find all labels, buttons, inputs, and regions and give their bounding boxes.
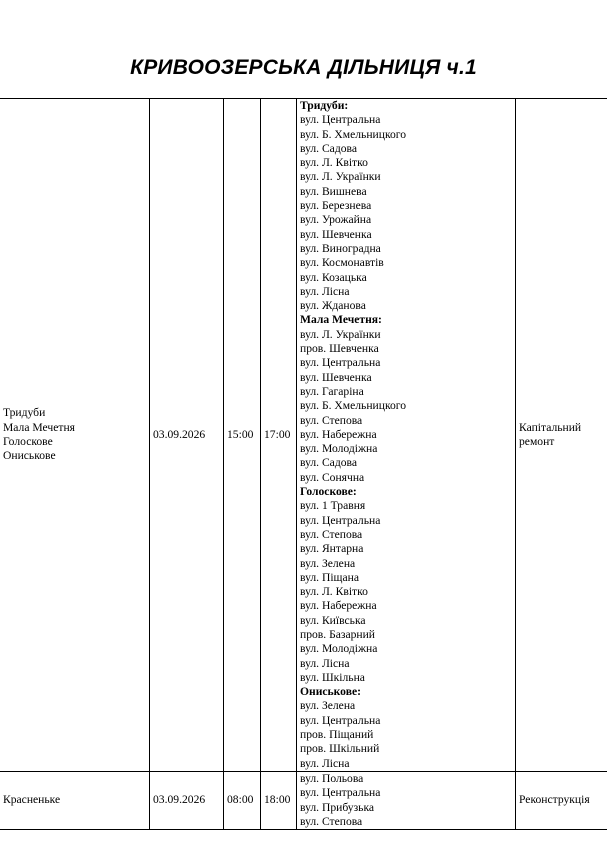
settlement-name: Красненьке bbox=[3, 793, 61, 807]
time-to-value: 18:00 bbox=[264, 793, 291, 807]
settlement-heading: Тридуби: bbox=[300, 99, 349, 112]
time-from-value: 08:00 bbox=[227, 793, 254, 807]
street-item: вул. Садова bbox=[300, 456, 357, 470]
time-to-cell bbox=[261, 771, 297, 829]
street-item: вул. Лісна bbox=[300, 284, 350, 298]
street-item: вул. Урожайна bbox=[300, 213, 372, 227]
date-cell bbox=[150, 99, 224, 772]
street-item: вул. Набережна bbox=[300, 427, 377, 441]
time-from-cell bbox=[224, 771, 261, 829]
street-item: вул. Гагаріна bbox=[300, 384, 364, 398]
street-item: пров. Базарний bbox=[300, 627, 376, 641]
street-item: вул. Зелена bbox=[300, 699, 356, 713]
street-item: вул. Набережна bbox=[300, 599, 377, 613]
street-item: вул. Центральна bbox=[300, 513, 381, 527]
street-item: вул. Центральна bbox=[300, 713, 381, 727]
settlement-heading: Мала Мечетня: bbox=[300, 313, 382, 327]
street-item: вул. Молодіжна bbox=[300, 442, 378, 456]
reason-cell bbox=[516, 99, 607, 772]
street-item: вул. Центральна bbox=[300, 356, 381, 370]
street-item: вул. Зелена bbox=[300, 556, 356, 570]
time-to-cell bbox=[261, 99, 297, 772]
outage-schedule-table bbox=[0, 98, 607, 830]
reason-value: Капітальний ремонт bbox=[519, 420, 582, 448]
street-item: вул. Янтарна bbox=[300, 542, 364, 556]
street-item: вул. Шевченка bbox=[300, 370, 372, 384]
settlements-cell bbox=[0, 771, 150, 829]
street-item: вул. Київська bbox=[300, 613, 366, 627]
street-item: вул. Степова bbox=[300, 413, 363, 427]
street-item: вул. Л. Квітко bbox=[300, 156, 368, 170]
street-item: пров. Піщаний bbox=[300, 728, 374, 742]
street-item: вул. Садова bbox=[300, 141, 357, 155]
street-item: вул. Степова bbox=[300, 814, 363, 828]
street-item: вул. Б. Хмельницкого bbox=[300, 127, 407, 141]
settlement-heading: Голоскове: bbox=[300, 485, 357, 499]
date-cell bbox=[150, 771, 224, 829]
street-item: вул. Б. Хмельницкого bbox=[300, 399, 407, 413]
table-row bbox=[0, 99, 607, 772]
street-item: вул. Вишнева bbox=[300, 184, 367, 198]
settlement-name: Ониськове bbox=[3, 449, 56, 463]
time-to-value: 17:00 bbox=[264, 427, 291, 441]
street-item: вул. Виноградна bbox=[300, 241, 381, 255]
table-row bbox=[0, 771, 607, 829]
settlement-heading: Ониськове: bbox=[300, 685, 361, 699]
street-item: вул. Л. Українки bbox=[300, 170, 381, 184]
settlement-name: Голоскове bbox=[3, 434, 53, 448]
street-item: вул. Сонячна bbox=[300, 470, 365, 484]
street-item: вул. Центральна bbox=[300, 113, 381, 127]
reason-cell bbox=[516, 771, 607, 829]
streets-cell bbox=[297, 771, 516, 829]
street-item: вул. 1 Травня bbox=[300, 499, 366, 513]
street-item: вул. Шевченка bbox=[300, 227, 372, 241]
page-title: КРИВООЗЕРСЬКА ДІЛЬНИЦЯ ч.1 bbox=[130, 56, 477, 79]
streets-cell bbox=[297, 99, 516, 772]
street-item: пров. Шкільний bbox=[300, 742, 380, 756]
street-item: вул. Лісна bbox=[300, 756, 350, 770]
time-from-value: 15:00 bbox=[227, 427, 254, 441]
reason-value: Реконструкція bbox=[519, 793, 590, 807]
date-value: 03.09.2026 bbox=[153, 427, 206, 441]
street-item: вул. Космонавтів bbox=[300, 256, 384, 270]
street-item: вул. Центральна bbox=[300, 786, 381, 800]
street-item: вул. Піщана bbox=[300, 570, 359, 584]
time-from-cell bbox=[224, 99, 261, 772]
street-item: вул. Л. Квітко bbox=[300, 585, 368, 599]
street-item: вул. Польова bbox=[300, 771, 364, 785]
street-item: вул. Козацька bbox=[300, 270, 367, 284]
settlements-cell bbox=[0, 99, 150, 772]
street-item: пров. Шевченка bbox=[300, 342, 379, 356]
street-item: вул. Л. Українки bbox=[300, 327, 381, 341]
street-item: вул. Степова bbox=[300, 527, 363, 541]
street-item: вул. Молодіжна bbox=[300, 642, 378, 656]
street-item: вул. Прибузька bbox=[300, 800, 375, 814]
street-item: вул. Жданова bbox=[300, 299, 366, 313]
date-value: 03.09.2026 bbox=[153, 793, 206, 807]
settlement-name: Мала Мечетня bbox=[3, 420, 75, 434]
street-item: вул. Березнева bbox=[300, 199, 372, 213]
settlement-name: Тридуби bbox=[3, 406, 46, 420]
street-item: вул. Лісна bbox=[300, 656, 350, 670]
street-item: вул. Шкільна bbox=[300, 670, 365, 684]
